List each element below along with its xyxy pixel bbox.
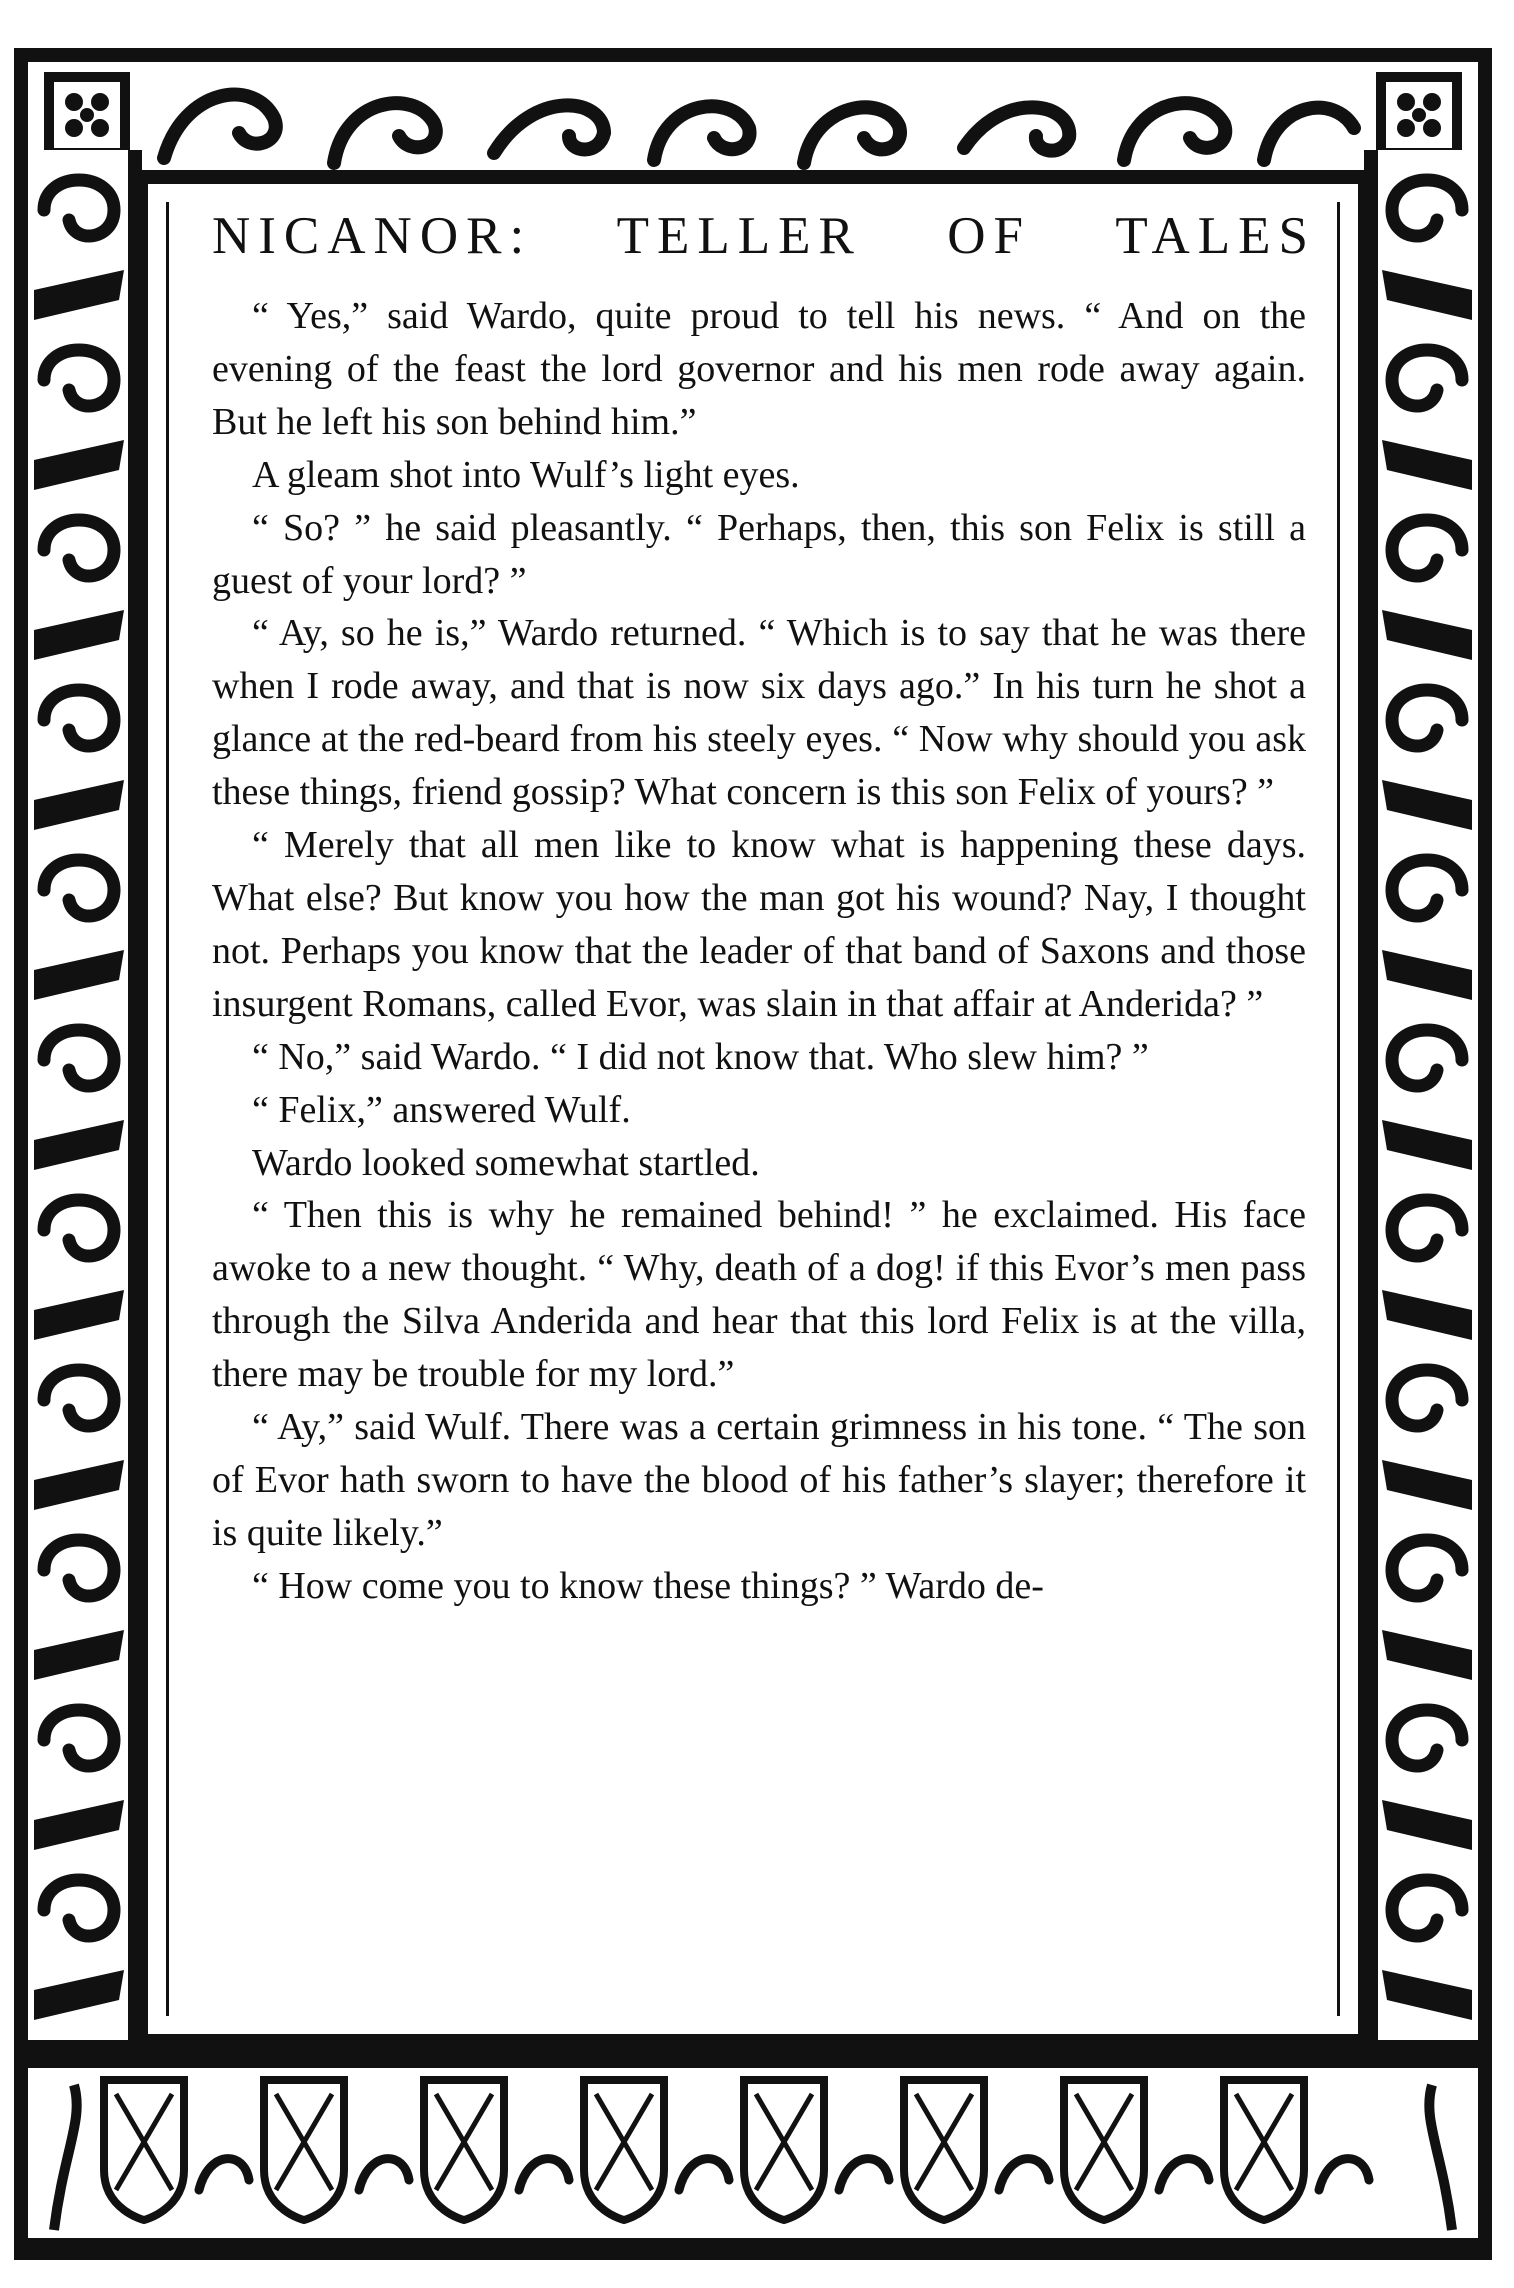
bottom-shield-ornament	[14, 2040, 1492, 2260]
paragraph: A gleam shot into Wulf’s light eyes.	[252, 453, 800, 496]
paragraph: “ Then this is why he remained behind! ” he exclaimed. His face awoke to a new thought. “ Why, death of a dog! if this Evor’s men pass through the Silva Anderida and hear that this lord Felix is at the villa, there may be trouble for my lord.”	[212, 1194, 1306, 1396]
paragraph: “ Ay,” said Wulf. There was a certain grimness in his tone. “ The son of Evor hath sworn to have the blood of his father’s slayer; therefore it is quite likely.”	[212, 1406, 1306, 1554]
body-text	[212, 290, 1306, 1613]
top-scroll-ornament	[14, 48, 1492, 184]
paragraph: “ So? ” he said pleasantly. “ Perhaps, then, this son Felix is still a guest of your lord? ”	[212, 506, 1306, 602]
paragraph: “ Yes,” said Wardo, quite proud to tell his news. “ And on the evening of the feast the lord governor and his men rode away again. But he left his son behind him.”	[212, 295, 1306, 443]
paragraph: “ Felix,” answered Wulf.	[252, 1088, 631, 1131]
paragraph: “ Merely that all men like to know what is happening these days. What else? But know you how the man got his wound? Nay, I thought not. Perhaps you know that the leader of that band of Saxons and those insurgent Romans, called Evor, was slain in that affair at Anderida? ”	[212, 824, 1306, 1025]
running-head: NICANOR: TELLER OF TALES	[212, 207, 1316, 265]
paragraph: “ How come you to know these things? ” Wardo de-	[252, 1564, 1044, 1607]
left-scroll-ornament	[14, 150, 142, 2050]
right-scroll-ornament	[1364, 150, 1492, 2050]
paragraph: “ Ay, so he is,” Wardo returned. “ Which is to say that he was there when I rode away, and that is now six days ago.” In his turn he shot a glance at the red-beard from his steely eyes. “ Now why should you ask these things, friend gossip? What concern is this son Felix of yours? ”	[212, 612, 1306, 814]
paragraph: “ No,” said Wardo. “ I did not know that. Who slew him? ”	[252, 1035, 1149, 1078]
paragraph: Wardo looked somewhat startled.	[252, 1141, 760, 1184]
page-number: 300	[743, 2040, 777, 2065]
flower-square-ornament	[44, 72, 130, 158]
